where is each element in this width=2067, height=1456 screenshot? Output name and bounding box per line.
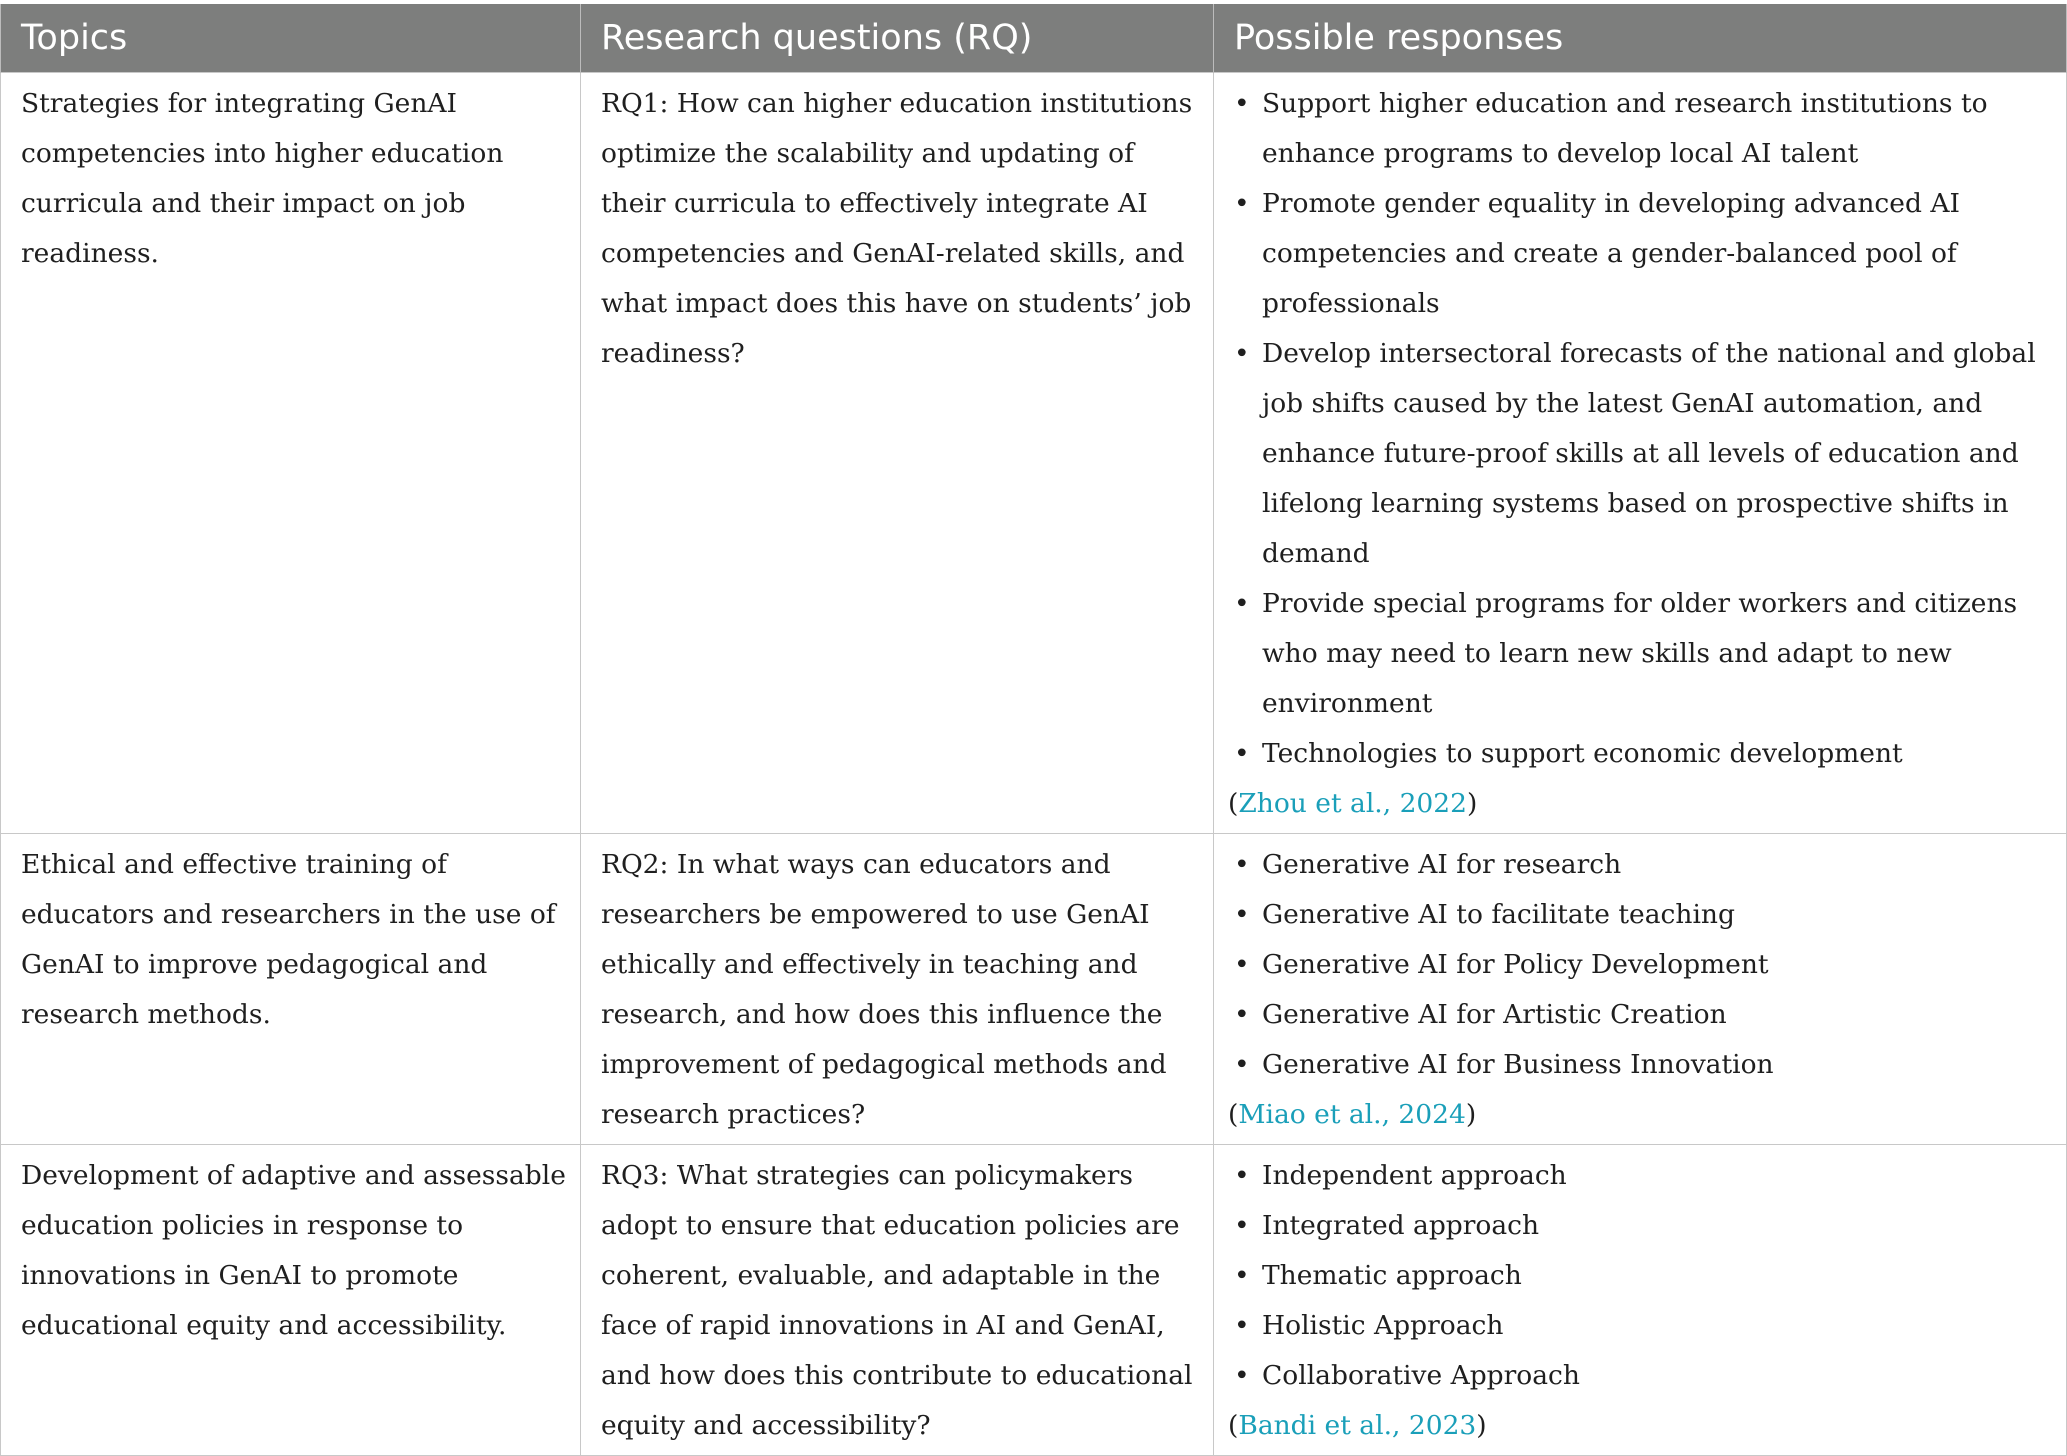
responses-cell [1214, 1145, 2067, 1456]
research-questions-table [0, 4, 2067, 1456]
table-row [1, 834, 2067, 1145]
bullet-icon: • [1234, 588, 1250, 619]
bullet-icon: • [1234, 999, 1250, 1030]
response-text: Support higher education and research institutions to enhance programs to develop local AI talent [1262, 88, 1988, 169]
question-cell: RQ3: What strategies can policymakers adopt to ensure that education policies are coherent, evaluable, and adaptable in the face of rapid innovations in AI and GenAI, and how does this contribute to educational equity and accessibility? [581, 1145, 1214, 1456]
list-item [1228, 890, 2052, 940]
bullet-icon: • [1234, 1210, 1250, 1241]
response-text: Provide special programs for older workers and citizens who may need to learn new skills and adapt to new environment [1262, 588, 2018, 719]
response-text: Integrated approach [1262, 1210, 1540, 1241]
citation-link[interactable]: Bandi et al., 2023 [1238, 1410, 1477, 1441]
bullet-icon: • [1234, 188, 1250, 219]
bullet-icon: • [1234, 88, 1250, 119]
list-item [1228, 179, 2052, 329]
citation: (Bandi et al., 2023) [1228, 1410, 1487, 1441]
bullet-icon: • [1234, 338, 1250, 369]
citation: (Miao et al., 2024) [1228, 1099, 1477, 1130]
bullet-icon: • [1234, 899, 1250, 930]
response-text: Generative AI for Artistic Creation [1262, 999, 1727, 1030]
list-item [1228, 990, 2052, 1040]
response-text: Holistic Approach [1262, 1310, 1504, 1341]
list-item [1228, 1351, 2052, 1401]
response-text: Generative AI for Policy Development [1262, 949, 1769, 980]
list-item [1228, 1040, 2052, 1090]
list-item [1228, 579, 2052, 729]
citation-link[interactable]: Zhou et al., 2022 [1238, 788, 1468, 819]
header-research-questions: Research questions (RQ) [581, 4, 1214, 73]
responses-list [1228, 79, 2052, 779]
response-text: Generative AI for research [1262, 849, 1622, 880]
bullet-icon: • [1234, 1260, 1250, 1291]
responses-cell [1214, 834, 2067, 1145]
topic-cell: Strategies for integrating GenAI competencies into higher education curricula and their impact on job readiness. [1, 73, 581, 834]
responses-cell [1214, 73, 2067, 834]
bullet-icon: • [1234, 949, 1250, 980]
response-text: Develop intersectoral forecasts of the national and global job shifts caused by the latest GenAI automation, and enhance future-proof skills at all levels of education and lifelong learning systems based on prospective shifts in demand [1262, 338, 2036, 569]
response-text: Promote gender equality in developing advanced AI competencies and create a gender-balanced pool of professionals [1262, 188, 1960, 319]
response-text: Technologies to support economic development [1262, 738, 1903, 769]
response-text: Generative AI for Business Innovation [1262, 1049, 1774, 1080]
header-possible-responses: Possible responses [1214, 4, 2067, 73]
table-row [1, 73, 2067, 834]
list-item [1228, 1301, 2052, 1351]
bullet-icon: • [1234, 1310, 1250, 1341]
bullet-icon: • [1234, 1160, 1250, 1191]
topic-cell: Ethical and effective training of educators and researchers in the use of GenAI to improve pedagogical and research methods. [1, 834, 581, 1145]
list-item [1228, 1151, 2052, 1201]
bullet-icon: • [1234, 1049, 1250, 1080]
list-item [1228, 79, 2052, 179]
response-text: Collaborative Approach [1262, 1360, 1580, 1391]
bullet-icon: • [1234, 849, 1250, 880]
table-row [1, 1145, 2067, 1456]
list-item [1228, 1201, 2052, 1251]
citation: (Zhou et al., 2022) [1228, 788, 1478, 819]
citation-link[interactable]: Miao et al., 2024 [1238, 1099, 1466, 1130]
response-text: Independent approach [1262, 1160, 1567, 1191]
responses-list [1228, 840, 2052, 1090]
response-text: Thematic approach [1262, 1260, 1522, 1291]
responses-list [1228, 1151, 2052, 1401]
topic-cell: Development of adaptive and assessable education policies in response to innovations in GenAI to promote educational equity and accessibility. [1, 1145, 581, 1456]
bullet-icon: • [1234, 1360, 1250, 1391]
question-cell: RQ2: In what ways can educators and researchers be empowered to use GenAI ethically and effectively in teaching and research, and how does this influence the improvement of pedagogical methods and research practices? [581, 834, 1214, 1145]
list-item [1228, 1251, 2052, 1301]
question-cell: RQ1: How can higher education institutions optimize the scalability and updating of their curricula to effectively integrate AI competencies and GenAI-related skills, and what impact does this have on students’ job readiness? [581, 73, 1214, 834]
list-item [1228, 940, 2052, 990]
table-header-row [1, 4, 2067, 73]
list-item [1228, 840, 2052, 890]
bullet-icon: • [1234, 738, 1250, 769]
list-item [1228, 329, 2052, 579]
list-item [1228, 729, 2052, 779]
header-topics: Topics [1, 4, 581, 73]
response-text: Generative AI to facilitate teaching [1262, 899, 1735, 930]
